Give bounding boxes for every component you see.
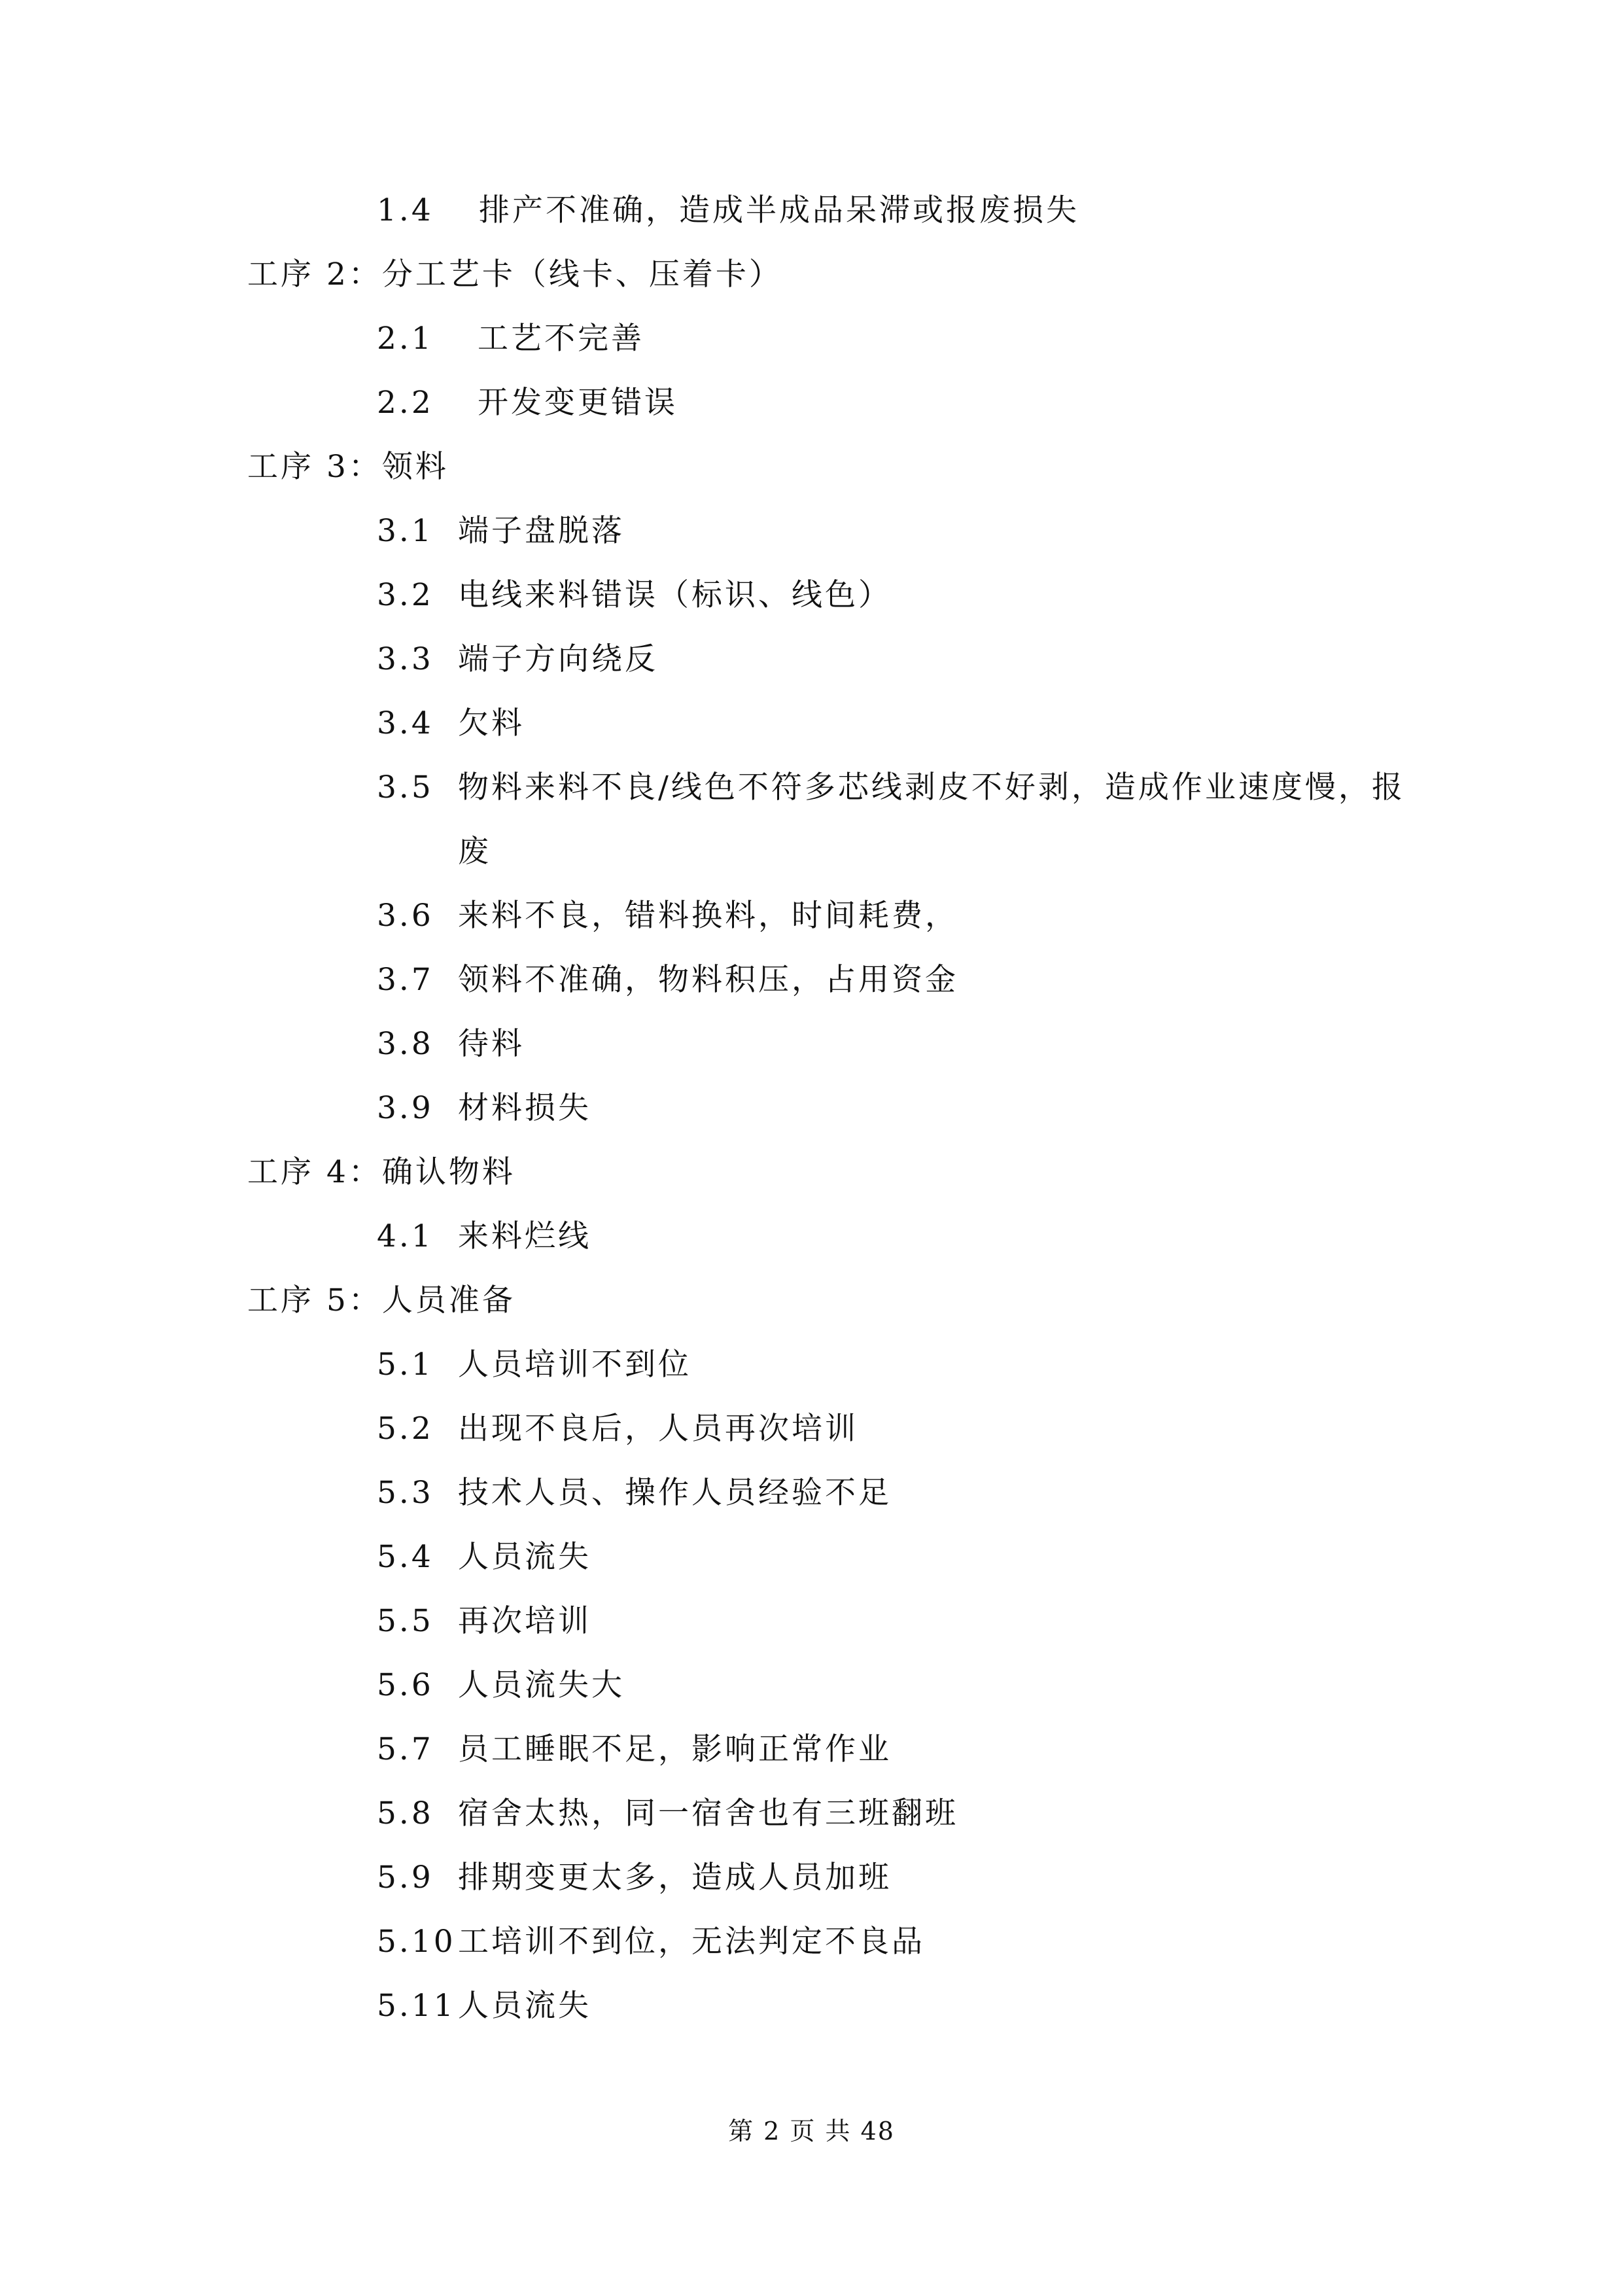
- list-item-number: 2.1: [377, 321, 434, 357]
- list-item: [0, 1538, 1623, 1577]
- list-item-text: 工培训不到位，无法判定不良品: [458, 1924, 925, 1960]
- list-item-text: 端子方向绕反: [458, 641, 658, 677]
- list-item: [0, 1858, 1623, 1898]
- list-item-text: 电线来料错误（标识、线色）: [458, 577, 892, 613]
- list-item: [0, 383, 1623, 423]
- list-item: [0, 768, 1623, 807]
- list-item-text: 来料烂线: [458, 1218, 591, 1254]
- list-item-number: 5.10: [377, 1924, 456, 1960]
- list-item-number: 5.5: [377, 1603, 434, 1639]
- list-item: [0, 1987, 1623, 2026]
- list-item-text: 工艺不完善: [478, 321, 644, 357]
- section-heading: 工序 3：领料: [247, 449, 449, 485]
- list-item-text: 再次培训: [458, 1603, 591, 1639]
- list-item-text: 欠料: [458, 705, 525, 741]
- list-item-text: 领料不准确，物料积压，占用资金: [458, 962, 958, 998]
- list-item: [0, 704, 1623, 743]
- list-item-number: 3.5: [377, 769, 434, 805]
- list-item: [0, 1409, 1623, 1449]
- section-heading: 工序 5：人员准备: [247, 1282, 515, 1318]
- list-item: [0, 576, 1623, 615]
- list-item-continuation: 废: [458, 834, 491, 870]
- list-item-number: 5.3: [377, 1475, 434, 1511]
- list-item-text: 技术人员、操作人员经验不足: [458, 1475, 892, 1511]
- list-item-number: 5.6: [377, 1667, 434, 1703]
- page-footer: 第 2 页 共 48: [728, 2117, 895, 2146]
- list-item-number: 3.1: [377, 513, 434, 549]
- list-item-number: 5.7: [377, 1731, 434, 1767]
- list-item: [0, 1730, 1623, 1769]
- list-item-text: 物料来料不良/线色不符多芯线剥皮不好剥，造成作业速度慢，报: [458, 769, 1405, 805]
- list-item: [0, 1474, 1623, 1513]
- list-item-number: 3.7: [377, 962, 434, 998]
- list-item: [0, 1922, 1623, 1962]
- list-item-text: 人员流失: [458, 1539, 591, 1575]
- list-item: [0, 319, 1623, 359]
- list-item-number: 3.4: [377, 705, 434, 741]
- list-item: [0, 512, 1623, 551]
- list-item-number: 5.9: [377, 1860, 434, 1896]
- list-item-number: 5.2: [377, 1411, 434, 1447]
- list-item-number: 1.4: [377, 192, 434, 228]
- list-item-number: 3.6: [377, 898, 434, 934]
- list-item: [0, 961, 1623, 1000]
- list-item-number: 2.2: [377, 385, 434, 421]
- list-item-number: 5.8: [377, 1795, 434, 1831]
- list-item-number: 3.9: [377, 1090, 434, 1126]
- list-item-text: 出现不良后，人员再次培训: [458, 1411, 858, 1447]
- list-item-text: 排产不准确，造成半成品呆滞或报废损失: [479, 192, 1079, 228]
- list-item: [0, 1602, 1623, 1641]
- list-item: [0, 896, 1623, 936]
- list-item-text: 员工睡眠不足，影响正常作业: [458, 1731, 892, 1767]
- list-item-text: 宿舍太热，同一宿舍也有三班翻班: [458, 1795, 958, 1831]
- list-item: [0, 1089, 1623, 1128]
- list-item-text: 端子盘脱落: [458, 513, 625, 549]
- list-item-text: 来料不良，错料换料，时间耗费，: [458, 898, 958, 934]
- list-item: [0, 1345, 1623, 1385]
- list-item: [0, 1794, 1623, 1833]
- list-item: [0, 1666, 1623, 1705]
- list-item-text: 材料损失: [458, 1090, 591, 1126]
- list-item-number: 5.11: [377, 1988, 456, 2024]
- list-item-text: 待料: [458, 1026, 525, 1062]
- list-item: [0, 1217, 1623, 1256]
- list-item-number: 3.2: [377, 577, 434, 613]
- list-item: [0, 1025, 1623, 1064]
- list-item-number: 3.3: [377, 641, 434, 677]
- list-item-number: 4.1: [377, 1218, 434, 1254]
- section-heading: 工序 4：确认物料: [247, 1154, 515, 1190]
- list-item-text: 人员流失大: [458, 1667, 625, 1703]
- list-item-text: 开发变更错误: [478, 385, 678, 421]
- list-item-text: 排期变更太多，造成人员加班: [458, 1860, 892, 1896]
- list-item: [0, 191, 1623, 230]
- list-item-text: 人员培训不到位: [458, 1347, 691, 1383]
- list-item-number: 5.4: [377, 1539, 434, 1575]
- list-item-number: 3.8: [377, 1026, 434, 1062]
- list-item-text: 人员流失: [458, 1988, 591, 2024]
- section-heading: 工序 2：分工艺卡（线卡、压着卡）: [247, 256, 782, 292]
- list-item: [0, 640, 1623, 679]
- list-item-number: 5.1: [377, 1347, 434, 1383]
